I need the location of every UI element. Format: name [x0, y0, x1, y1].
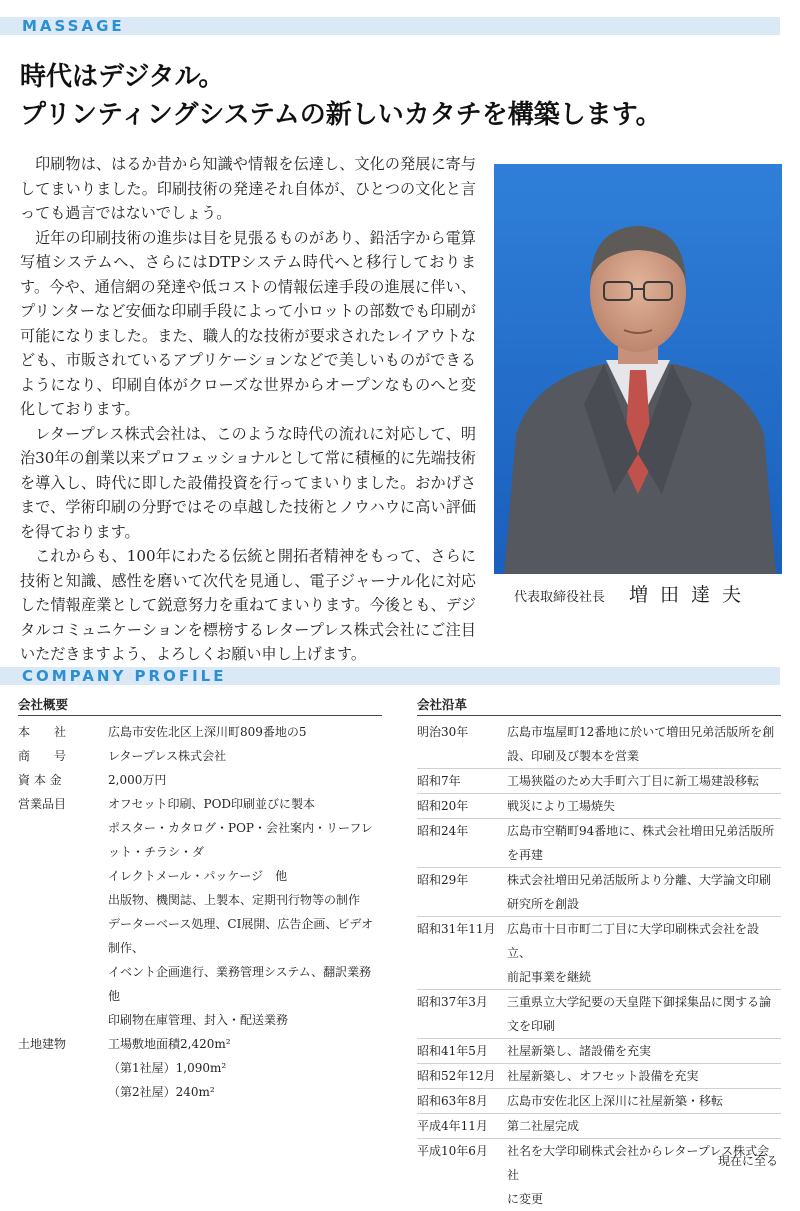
overview-row	[18, 792, 382, 1032]
history-event: 社名を大学印刷株式会社からレタープレス株式会社	[507, 1144, 770, 1182]
overview-value: 印刷物在庫管理、封入・配送業務	[108, 1013, 289, 1027]
history-event: 前記事業を継続	[507, 970, 592, 984]
history-year: 昭和31年11月	[417, 922, 496, 936]
history-event: 広島市塩屋町12番地に於いて増田兄弟活版所を創	[507, 725, 775, 739]
overview-key: 本 社	[18, 725, 67, 739]
president-portrait-image	[494, 164, 782, 574]
president-photo	[494, 164, 782, 574]
overview-value: レタープレス株式会社	[108, 749, 227, 763]
history-year: 昭和20年	[417, 799, 469, 813]
overview-row	[18, 744, 382, 768]
section-header-band	[0, 17, 780, 35]
history-year: 昭和37年3月	[417, 995, 488, 1009]
overview-key: 営業品目	[18, 797, 67, 811]
history-event: を再建	[507, 848, 544, 862]
history-year: 昭和52年12月	[417, 1069, 496, 1083]
section-label-message: MASSAGE	[22, 17, 125, 35]
page-headline	[20, 58, 662, 134]
message-paragraph: レタープレス株式会社は、このような時代の流れに対応して、明治30年の創業以来プロフェッショナルとして常に積極的に先端技術を導入し、時代に即した設備投資を行ってまいりました。おかげさまで、学術印刷の分野ではその卓越した技術とノウハウに高い評価を得ております。	[20, 424, 476, 541]
overview-value: オフセット印刷、POD印刷並びに製本	[108, 797, 316, 811]
overview-value: イベント企画進行、業務管理システム、翻訳業務 他	[108, 965, 384, 1003]
history-row	[417, 868, 781, 917]
history-event: 広島市空鞘町94番地に、株式会社増田兄弟活版所	[507, 824, 775, 838]
overview-value: ポスター・カタログ・POP・会社案内・リーフレット・チラシ・ダ	[108, 821, 373, 859]
overview-value: 広島市安佐北区上深川町809番地の5	[108, 725, 307, 739]
history-year: 平成10年6月	[417, 1144, 488, 1158]
history-year: 昭和24年	[417, 824, 469, 838]
president-name: 増田達夫	[629, 584, 754, 606]
history-row	[417, 990, 781, 1039]
overview-value: 出版物、機関誌、上製本、定期刊行物等の制作	[108, 893, 361, 907]
company-profile-band	[0, 667, 780, 685]
overview-value: （第1社屋）1,090m²	[108, 1061, 227, 1075]
history-row	[417, 1139, 781, 1211]
overview-key: 土地建物	[18, 1037, 67, 1051]
history-event: 広島市安佐北区上深川に社屋新築・移転	[507, 1094, 724, 1108]
overview-value: イレクトメール・パッケージ 他	[108, 869, 288, 883]
history-year: 明治30年	[417, 725, 469, 739]
overview-row	[18, 1032, 382, 1104]
history-event: 社屋新築し、諸設備を充実	[507, 1044, 652, 1058]
history-event: 文を印刷	[507, 1019, 556, 1033]
history-row	[417, 769, 781, 794]
message-paragraph: これからも、100年にわたる伝統と開拓者精神をもって、さらに技術と知識、感性を磨いて次代を見通し、電子ジャーナル化に対応した情報産業として鋭意努力を重ねてまいります。今後とも、デジタルコミュニケーションを標榜するレタープレス株式会社にご注目いただきますよう、よろしくお願い申し上げます。	[20, 547, 476, 663]
history-year: 昭和63年8月	[417, 1094, 488, 1108]
history-row	[417, 1089, 781, 1114]
history-event: 広島市十日市町二丁目に大学印刷株式会社を設立、	[507, 922, 760, 960]
history-event: 設、印刷及び製本を営業	[507, 749, 640, 763]
history-year: 昭和41年5月	[417, 1044, 488, 1058]
overview-heading: 会社概要	[18, 695, 382, 716]
history-row	[417, 819, 781, 868]
headline-line-2: プリンティングシステムの新しいカタチを構築します。	[20, 100, 662, 130]
history-row	[417, 1039, 781, 1064]
headline-line-1: 時代はデジタル。	[20, 62, 225, 92]
history-event: に変更	[507, 1192, 544, 1206]
overview-value: データーベース処理、CI展開、広告企画、ビデオ制作、	[108, 917, 374, 955]
overview-row	[18, 720, 382, 744]
message-body	[20, 152, 476, 667]
history-event: 株式会社増田兄弟活版所より分離、大学論文印刷	[507, 873, 772, 887]
message-paragraph: 近年の印刷技術の進歩は目を見張るものがあり、鉛活字から電算写植システムへ、さらにはDTPシステム時代へと移行しております。今や、通信網の発達や低コストの情報伝達手段の進展に伴い、プリンターなど安価な印刷手段によって小ロットの部数でも印刷が可能になりました。また、職人的な技術が要求されたレイアウトなども、市販されているアプリケーションなどで美しいものができるようになり、印刷自体がクローズな世界からオープンなものへと変化しております。	[20, 228, 476, 418]
history-event: 研究所を創設	[507, 897, 580, 911]
history-row	[417, 1114, 781, 1139]
overview-key: 資 本 金	[18, 773, 62, 787]
history-event: 戦災により工場焼失	[507, 799, 616, 813]
history-year: 昭和7年	[417, 774, 461, 788]
history-event: 第二社屋完成	[507, 1119, 580, 1133]
company-overview	[18, 695, 382, 1104]
history-footnote: 現在に至る	[717, 1154, 778, 1168]
overview-value: （第2社屋）240m²	[108, 1085, 215, 1099]
message-paragraph: 印刷物は、はるか昔から知識や情報を伝達し、文化の発展に寄与してまいりました。印刷技術の発達それ自体が、ひとつの文化と言っても過言ではないでしょう。	[20, 155, 476, 222]
overview-key: 商 号	[18, 749, 67, 763]
history-event: 三重県立大学紀要の天皇陛下御採集品に関する論	[507, 995, 772, 1009]
history-row	[417, 794, 781, 819]
company-history	[417, 695, 781, 1211]
history-row	[417, 1064, 781, 1089]
overview-value: 工場敷地面積2,420m²	[108, 1037, 231, 1051]
history-heading: 会社沿革	[417, 695, 781, 716]
president-title: 代表取締役社長	[514, 590, 606, 605]
history-year: 昭和29年	[417, 873, 469, 887]
history-row	[417, 720, 781, 769]
history-event: 社屋新築し、オフセット設備を充実	[507, 1069, 699, 1083]
overview-row	[18, 768, 382, 792]
history-year: 平成4年11月	[417, 1119, 488, 1133]
section-label-company-profile: COMPANY PROFILE	[22, 667, 227, 685]
history-event: 工場狭隘のため大手町六丁目に新工場建設移転	[507, 774, 760, 788]
overview-value: 2,000万円	[108, 773, 167, 787]
history-row	[417, 917, 781, 990]
